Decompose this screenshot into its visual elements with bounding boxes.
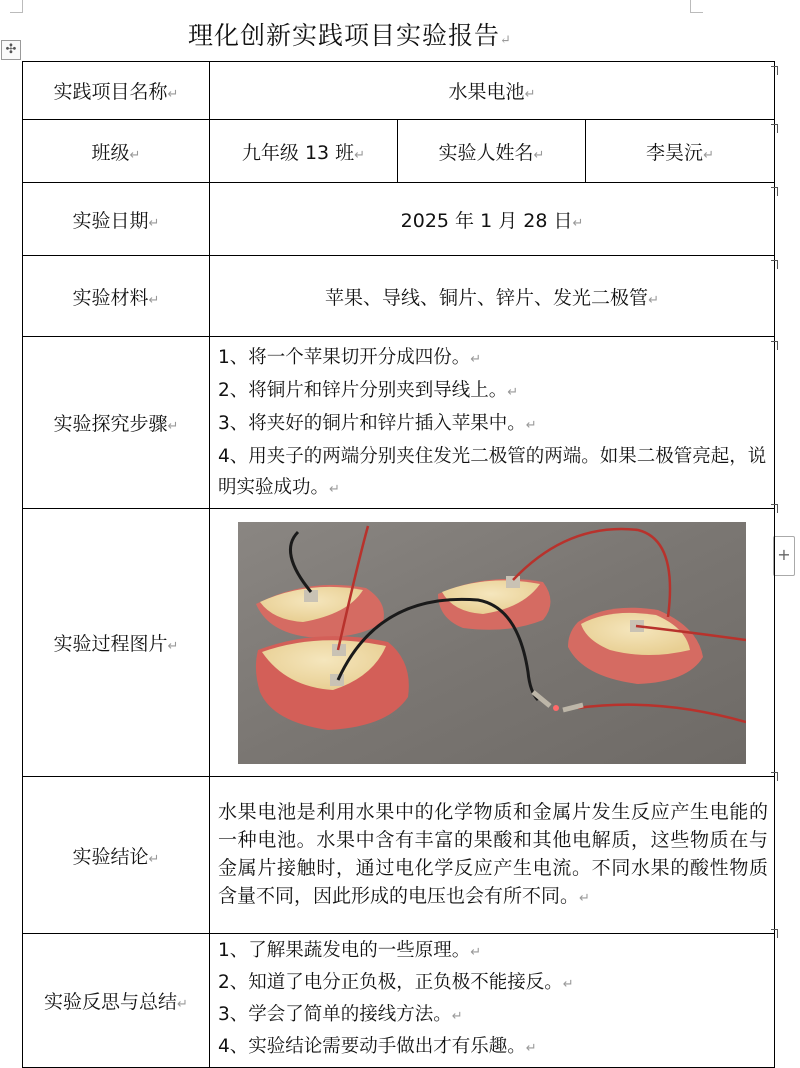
project-name-cell[interactable] — [210, 62, 775, 120]
table-row — [23, 777, 775, 934]
page-corner-mark — [690, 0, 703, 13]
table-row — [23, 62, 775, 120]
conclusion-label: 实验结论 — [72, 845, 149, 868]
photo-cell[interactable] — [210, 509, 775, 777]
paragraph-mark: ↵ — [354, 147, 366, 163]
date-value: 2025 年 1 月 28 日 — [400, 209, 573, 232]
conclusion-text: 水果电池是利用水果中的化学物质和金属片发生反应产生电能的一种电池。水果中含有丰富的果酸和其他电解质，这些物质在与金属片接触时，通过电化学反应产生电流。不同水果的酸性物质含量不同，因此形成的电压也会有所不同。 — [218, 800, 769, 907]
project-name-label-cell[interactable] — [23, 62, 210, 120]
document-title — [188, 16, 512, 52]
class-label: 班级 — [91, 141, 130, 164]
experimenter-name-cell[interactable] — [586, 120, 775, 183]
row-end-mark — [771, 772, 778, 781]
steps-label-cell[interactable] — [23, 337, 210, 509]
materials-label-cell[interactable] — [23, 256, 210, 337]
table-row — [23, 256, 775, 337]
photo-label-cell[interactable] — [23, 509, 210, 777]
reflection-text: 3、学会了简单的接线方法。 — [218, 1004, 452, 1025]
paragraph-mark: ↵ — [500, 33, 512, 48]
paragraph-mark: ↵ — [648, 292, 659, 308]
paragraph-mark: ↵ — [579, 890, 590, 906]
paragraph-mark: ↵ — [470, 945, 482, 960]
paragraph-mark: ↵ — [572, 215, 584, 231]
reflection-label: 实验反思与总结 — [44, 991, 178, 1013]
reflection-item — [218, 968, 768, 1000]
paragraph-mark: ↵ — [533, 147, 545, 163]
paragraph-mark: ↵ — [525, 418, 537, 433]
paragraph-mark: ↵ — [525, 1041, 537, 1056]
table-row — [23, 934, 775, 1068]
step-text: 3、将夹好的铜片和锌片插入苹果中。 — [218, 413, 526, 434]
table-row — [23, 120, 775, 183]
photo-label: 实验过程图片 — [53, 633, 168, 655]
step-text: 4、用夹子的两端分别夹住发光二极管的两端。如果二极管亮起，说明实验成功。 — [218, 446, 767, 498]
date-value-cell[interactable] — [210, 183, 775, 256]
step-text: 2、将铜片和锌片分别夹到导线上。 — [218, 380, 508, 401]
experimenter-label: 实验人姓名 — [438, 141, 534, 164]
step-item — [218, 342, 768, 375]
paragraph-mark: ↵ — [703, 147, 714, 163]
project-name-value: 水果电池 — [448, 81, 525, 103]
class-label-cell[interactable] — [23, 120, 210, 183]
steps-cell[interactable] — [210, 337, 775, 509]
paragraph-mark: ↵ — [470, 352, 482, 367]
row-end-mark — [771, 124, 778, 133]
paragraph-mark: ↵ — [148, 215, 160, 231]
paragraph-mark: ↵ — [167, 639, 179, 654]
table-row — [23, 337, 775, 509]
reflection-text: 2、知道了电分正负极，正负极不能接反。 — [218, 972, 563, 993]
experimenter-name: 李昊沅 — [646, 141, 704, 164]
conclusion-label-cell[interactable] — [23, 777, 210, 934]
paragraph-mark: ↵ — [329, 482, 340, 497]
reflection-text: 1、了解果蔬发电的一些原理。 — [218, 940, 471, 961]
project-name-label: 实践项目名称 — [53, 81, 168, 103]
report-table — [22, 61, 775, 1068]
table-row — [23, 183, 775, 256]
paragraph-mark: ↵ — [167, 87, 179, 102]
date-label: 实验日期 — [72, 209, 149, 232]
page-corner-mark — [10, 0, 23, 13]
paragraph-mark: ↵ — [129, 147, 141, 163]
step-item — [218, 408, 768, 441]
class-value-cell[interactable] — [210, 120, 398, 183]
row-end-mark — [771, 260, 778, 269]
paragraph-mark: ↵ — [148, 851, 160, 867]
paragraph-mark: ↵ — [148, 292, 160, 308]
step-item — [218, 441, 768, 505]
reflection-item — [218, 1000, 768, 1032]
class-value: 九年级 13 班 — [241, 141, 355, 164]
materials-value: 苹果、导线、铜片、锌片、发光二极管 — [325, 286, 649, 309]
paragraph-mark: ↵ — [524, 87, 536, 102]
title-text: 理化创新实践项目实验报告 — [188, 21, 501, 50]
experimenter-label-cell[interactable] — [398, 120, 586, 183]
reflection-label-cell[interactable] — [23, 934, 210, 1068]
row-end-mark — [771, 187, 778, 196]
materials-value-cell[interactable] — [210, 256, 775, 337]
reflection-item — [218, 1032, 768, 1064]
reflection-item — [218, 936, 768, 968]
paragraph-mark: ↵ — [507, 385, 519, 400]
conclusion-cell[interactable] — [210, 777, 775, 934]
row-end-mark — [771, 929, 778, 938]
paragraph-mark: ↵ — [451, 1009, 463, 1024]
metal-plate — [330, 674, 344, 686]
metal-plate — [506, 576, 520, 588]
reflection-cell[interactable] — [210, 934, 775, 1068]
step-item — [218, 375, 768, 408]
date-label-cell[interactable] — [23, 183, 210, 256]
paragraph-mark: ↵ — [177, 997, 188, 1012]
step-text: 1、将一个苹果切开分成四份。 — [218, 347, 471, 368]
add-row-button[interactable]: + — [773, 536, 795, 576]
row-end-mark — [771, 341, 778, 350]
paragraph-mark: ↵ — [562, 977, 574, 992]
row-end-mark — [771, 504, 778, 513]
row-end-mark — [771, 66, 778, 75]
fruit-battery-photo[interactable] — [238, 522, 746, 764]
paragraph-mark: ↵ — [167, 419, 179, 434]
materials-label: 实验材料 — [72, 286, 149, 309]
table-move-handle-icon[interactable]: ✣ — [1, 40, 21, 60]
table-row — [23, 509, 775, 777]
reflection-text: 4、实验结论需要动手做出才有乐趣。 — [218, 1036, 526, 1057]
led — [553, 705, 559, 711]
steps-label: 实验探究步骤 — [53, 413, 168, 435]
